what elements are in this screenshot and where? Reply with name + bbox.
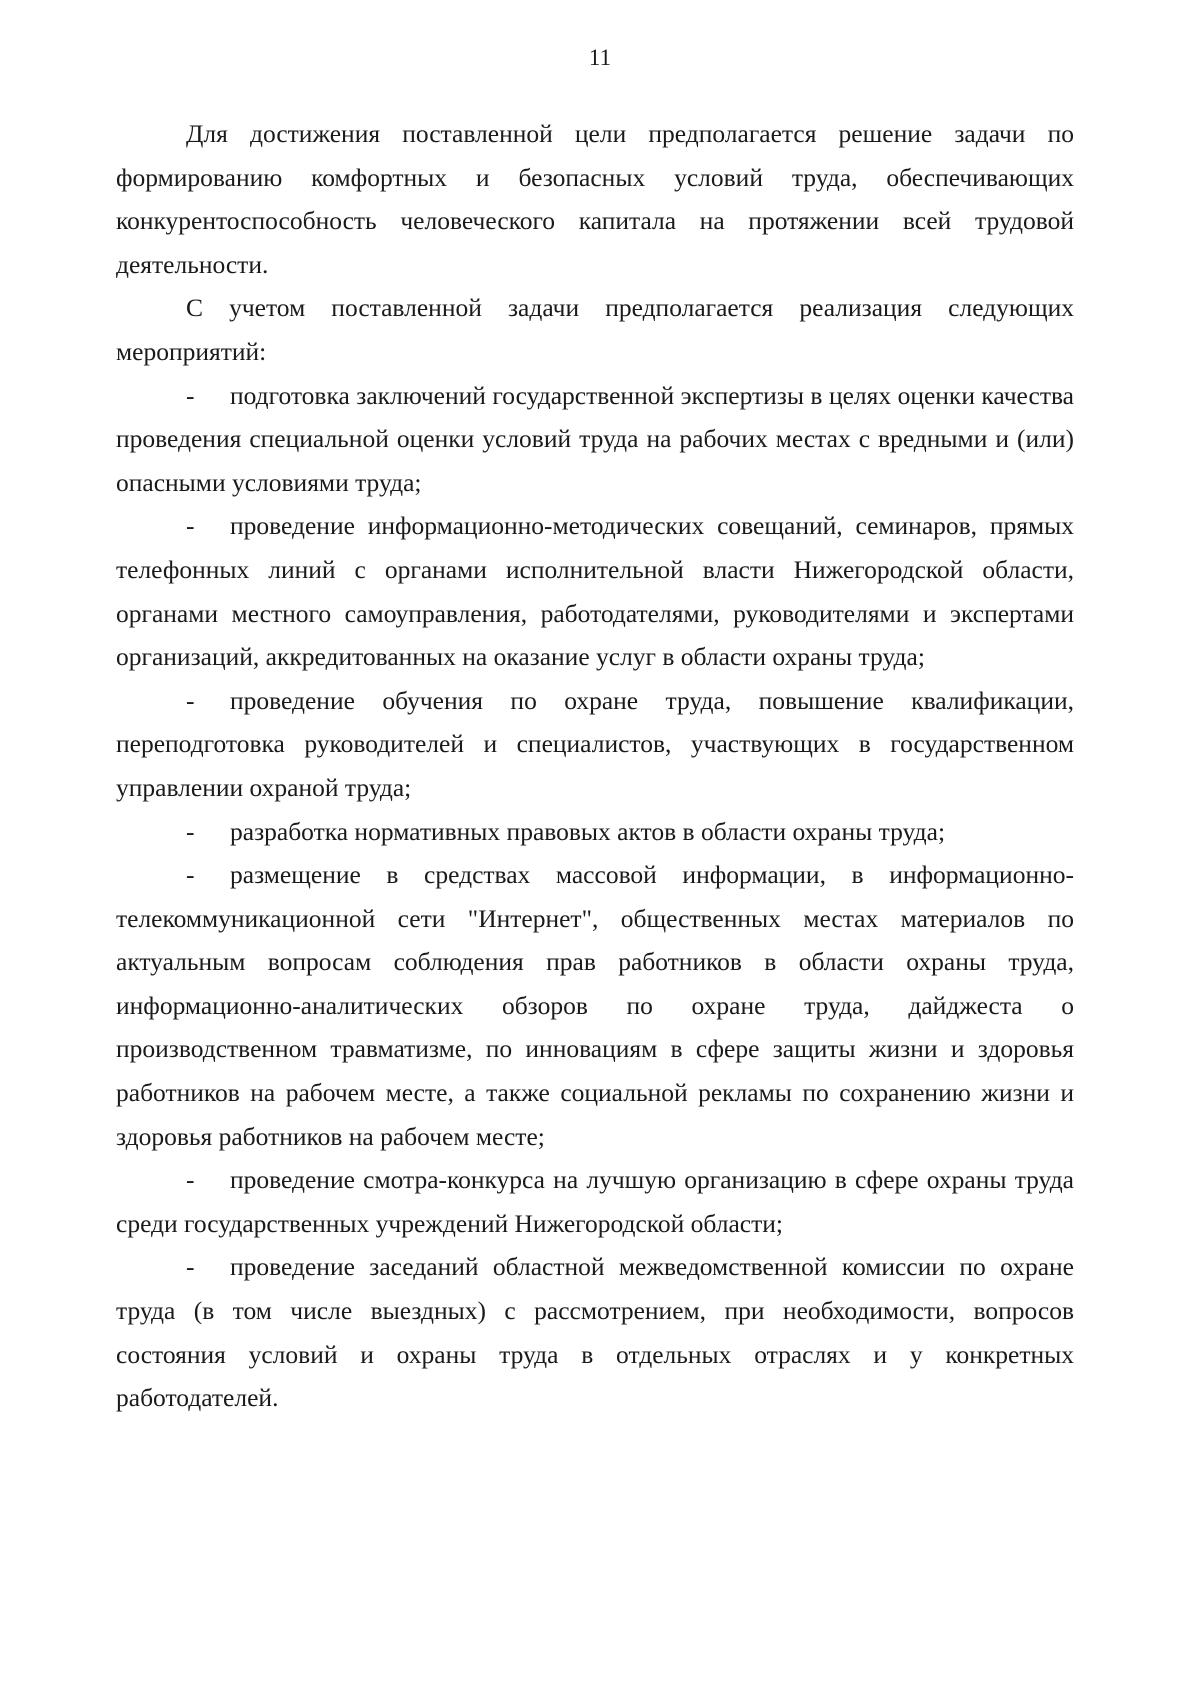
list-dash: - [186,511,195,541]
list-dash: - [186,1252,195,1282]
document-body [116,112,1074,1420]
list-item-text: проведение смотра-конкурса на лучшую организацию в сфере охраны труда среди государственных учреждений Нижегородской области; [116,1165,1074,1238]
paragraph-measures-intro: С учетом поставленной задачи предполагается реализация следующих мероприятий: [116,293,1074,366]
list-item-text: проведение заседаний областной межведомственной комиссии по охране труда (в том числе выездных) с рассмотрением, при необходимости, вопросов состояния условий и охраны труда в отдельных отраслях и у конкретных работодателей. [116,1252,1074,1413]
paragraph-goal: Для достижения поставленной цели предполагается решение задачи по формированию комфортных и безопасных условий труда, обеспечивающих конкурентоспособность человеческого капитала на протяжении всей трудовой деятельности. [116,119,1074,279]
list-item-text: проведение обучения по охране труда, повышение квалификации, переподготовка руководителей и специалистов, участвующих в государственном управлении охраной труда; [116,685,1074,802]
list-item [116,504,1074,678]
list-item-text: подготовка заключений государственной экспертизы в целях оценки качества проведения специальной оценки условий труда на рабочих местах с вредными и (или) опасными условиями труда; [116,380,1074,497]
list-dash: - [186,816,195,846]
list-item-text: разработка нормативных правовых актов в области охраны труда; [230,816,946,846]
list-item [116,853,1074,1158]
list-dash: - [186,860,195,890]
list-item-text: размещение в средствах массовой информации, в информационно-телекоммуникационной сети "Интернет", общественных местах материалов по актуальным вопросам соблюдения прав работников в области охраны труда, информационно-аналитических обзоров по охране труда, дайджеста о производственном травматизме, по инновациям в сфере защиты жизни и здоровья работников на рабочем месте, а также социальной рекламы по сохранению жизни и здоровья работников на рабочем месте; [116,860,1074,1151]
list-dash: - [186,380,195,410]
list-item [116,1158,1074,1245]
list-item [116,1245,1074,1419]
list-item [116,810,1074,854]
list-item [116,374,1074,505]
list-item [116,679,1074,810]
list-item-text: проведение информационно-методических совещаний, семинаров, прямых телефонных линий с органами исполнительной власти Нижегородской области, органами местного самоуправления, работодателями, руководителями и экспертами организаций, аккредитованных на оказание услуг в области охраны труда; [116,511,1074,672]
list-dash: - [186,1165,195,1195]
page-number: 11 [588,45,612,70]
list-dash: - [186,685,195,715]
